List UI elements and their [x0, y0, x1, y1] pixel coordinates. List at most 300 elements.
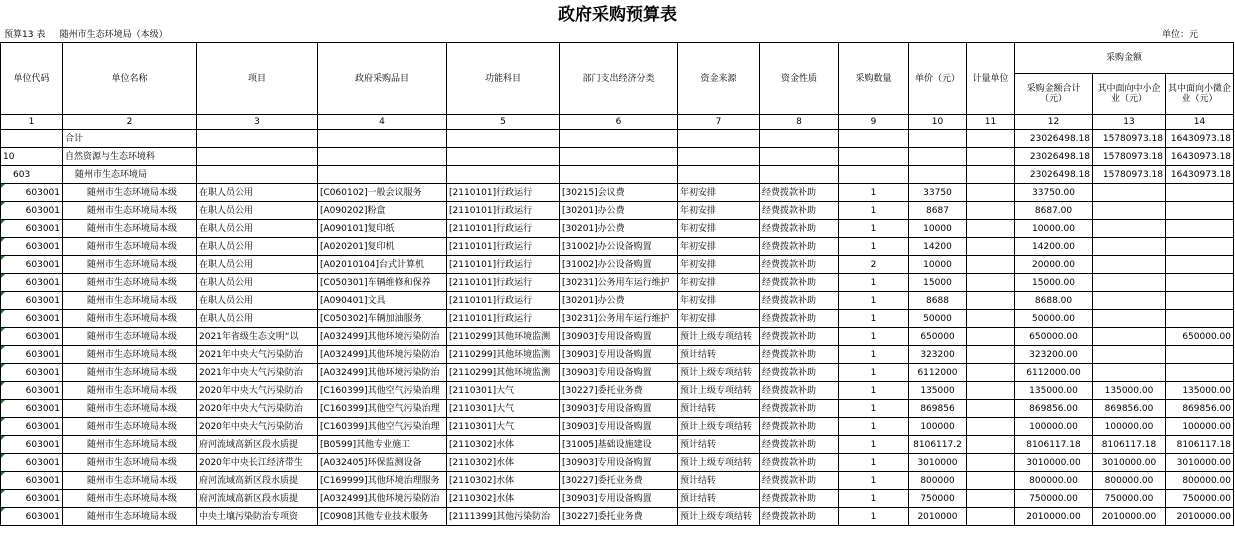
- cell-fund-source: 预计上级专项结转: [678, 328, 760, 346]
- cell-unit-code: 603001: [1, 472, 63, 490]
- cell-sme: [1093, 238, 1166, 256]
- cell-empty: [967, 148, 1015, 166]
- cell-amount-total: 750000.00: [1015, 490, 1093, 508]
- cell-price: 800000: [909, 472, 967, 490]
- cell-quantity: 1: [839, 454, 909, 472]
- column-number: 14: [1166, 115, 1234, 130]
- cell-price: 15000: [909, 274, 967, 292]
- cell-sme: [1093, 256, 1166, 274]
- cell-sme: 15780973.18: [1093, 166, 1166, 184]
- cell-price: 8106117.2: [909, 436, 967, 454]
- cell-price: 3010000: [909, 454, 967, 472]
- table-row: [1, 382, 1234, 400]
- cell-measure-unit: [967, 472, 1015, 490]
- cell-econ-class: [30903]专用设备购置: [560, 364, 678, 382]
- cell-amount-total: 15000.00: [1015, 274, 1093, 292]
- cell-econ-class: [30227]委托业务费: [560, 472, 678, 490]
- column-number: 3: [197, 115, 318, 130]
- cell-func-subject: [2110101]行政运行: [447, 310, 560, 328]
- cell-project: 在职人员公用: [197, 274, 318, 292]
- cell-measure-unit: [967, 454, 1015, 472]
- cell-gov-item: [C060102]一般会议服务: [318, 184, 447, 202]
- cell-unit-code: 603001: [1, 400, 63, 418]
- cell-empty: [909, 130, 967, 148]
- cell-unit-code: [1, 130, 63, 148]
- col-func-subject: 功能科目: [447, 43, 560, 115]
- cell-fund-nature: 经费拨款补助: [760, 418, 839, 436]
- cell-empty: [447, 166, 560, 184]
- cell-fund-source: 年初安排: [678, 256, 760, 274]
- cell-gov-item: [A032499]其他环境污染防治: [318, 490, 447, 508]
- cell-unit-name: 自然资源与生态环境科: [63, 148, 197, 166]
- cell-unit-code: 603001: [1, 490, 63, 508]
- cell-micro: 16430973.18: [1166, 166, 1234, 184]
- table-row: [1, 238, 1234, 256]
- cell-price: 869856: [909, 400, 967, 418]
- cell-unit-name: 随州市生态环境局本级: [63, 490, 197, 508]
- cell-fund-nature: 经费拨款补助: [760, 184, 839, 202]
- cell-unit-name: 随州市生态环境局本级: [63, 202, 197, 220]
- cell-measure-unit: [967, 382, 1015, 400]
- cell-project: 2021年中央大气污染防治: [197, 364, 318, 382]
- cell-gov-item: [C0908]其他专业技术服务: [318, 508, 447, 526]
- cell-quantity: 1: [839, 292, 909, 310]
- cell-fund-source: 年初安排: [678, 220, 760, 238]
- cell-quantity: 1: [839, 436, 909, 454]
- col-amount-total: 采购金额合计（元）: [1015, 74, 1093, 115]
- table-row: [1, 364, 1234, 382]
- cell-econ-class: [30231]公务用车运行维护: [560, 310, 678, 328]
- cell-fund-nature: 经费拨款补助: [760, 346, 839, 364]
- cell-fund-nature: 经费拨款补助: [760, 328, 839, 346]
- cell-gov-item: [A090401]文具: [318, 292, 447, 310]
- cell-func-subject: [2110302]水体: [447, 472, 560, 490]
- cell-measure-unit: [967, 310, 1015, 328]
- cell-unit-name: 随州市生态环境局本级: [63, 238, 197, 256]
- cell-empty: [447, 148, 560, 166]
- col-gov-item: 政府采购品目: [318, 43, 447, 115]
- cell-unit-name: 随州市生态环境局本级: [63, 382, 197, 400]
- table-row: [1, 418, 1234, 436]
- cell-measure-unit: [967, 220, 1015, 238]
- cell-fund-nature: 经费拨款补助: [760, 238, 839, 256]
- cell-empty: [318, 166, 447, 184]
- cell-amount-total: 323200.00: [1015, 346, 1093, 364]
- cell-quantity: 1: [839, 472, 909, 490]
- cell-amount-total: 20000.00: [1015, 256, 1093, 274]
- cell-empty: [197, 130, 318, 148]
- cell-empty: [760, 148, 839, 166]
- cell-econ-class: [30227]委托业务费: [560, 382, 678, 400]
- col-sme: 其中面向中小企业（元）: [1093, 74, 1166, 115]
- table-row: [1, 436, 1234, 454]
- cell-quantity: 1: [839, 364, 909, 382]
- cell-empty: [839, 130, 909, 148]
- col-quantity: 采购数量: [839, 43, 909, 115]
- cell-measure-unit: [967, 418, 1015, 436]
- cell-micro: 2010000.00: [1166, 508, 1234, 526]
- table-info: [4, 28, 168, 42]
- cell-sme: [1093, 292, 1166, 310]
- cell-unit-code: 603001: [1, 310, 63, 328]
- cell-unit-code: 603001: [1, 328, 63, 346]
- cell-amount-total: 100000.00: [1015, 418, 1093, 436]
- cell-price: 323200: [909, 346, 967, 364]
- cell-quantity: 1: [839, 238, 909, 256]
- col-unit-code: 单位代码: [1, 43, 63, 115]
- cell-gov-item: [C160399]其他空气污染治理: [318, 382, 447, 400]
- table-row: [1, 346, 1234, 364]
- cell-func-subject: [2110101]行政运行: [447, 256, 560, 274]
- cell-micro: [1166, 220, 1234, 238]
- cell-project: 中央土壤污染防治专项资: [197, 508, 318, 526]
- cell-quantity: 1: [839, 310, 909, 328]
- cell-micro: 8106117.18: [1166, 436, 1234, 454]
- cell-sme: 8106117.18: [1093, 436, 1166, 454]
- cell-sme: 100000.00: [1093, 418, 1166, 436]
- cell-unit-code: 603001: [1, 238, 63, 256]
- cell-sme: [1093, 310, 1166, 328]
- cell-fund-nature: 经费拨款补助: [760, 256, 839, 274]
- cell-fund-nature: 经费拨款补助: [760, 292, 839, 310]
- cell-gov-item: [A032499]其他环境污染防治: [318, 328, 447, 346]
- cell-fund-nature: 经费拨款补助: [760, 490, 839, 508]
- cell-unit-code: 603001: [1, 184, 63, 202]
- cell-econ-class: [30201]办公费: [560, 220, 678, 238]
- cell-unit-code: 603001: [1, 220, 63, 238]
- col-fund-nature: 资金性质: [760, 43, 839, 115]
- cell-empty: [447, 130, 560, 148]
- cell-sme: [1093, 346, 1166, 364]
- cell-unit-code: 603001: [1, 256, 63, 274]
- cell-gov-item: [C050302]车辆加油服务: [318, 310, 447, 328]
- col-micro: 其中面向小微企业（元）: [1166, 74, 1234, 115]
- cell-fund-source: 预计结转: [678, 436, 760, 454]
- cell-econ-class: [30231]公务用车运行维护: [560, 274, 678, 292]
- cell-func-subject: [2110301]大气: [447, 382, 560, 400]
- cell-project: 在职人员公用: [197, 292, 318, 310]
- cell-gov-item: [A032499]其他环境污染防治: [318, 346, 447, 364]
- cell-amount-total: 14200.00: [1015, 238, 1093, 256]
- cell-project: 在职人员公用: [197, 184, 318, 202]
- cell-unit-name: 随州市生态环境局本级: [63, 220, 197, 238]
- cell-price: 100000: [909, 418, 967, 436]
- cell-empty: [318, 148, 447, 166]
- cell-micro: [1166, 256, 1234, 274]
- cell-amount-total: 6112000.00: [1015, 364, 1093, 382]
- cell-sme: 135000.00: [1093, 382, 1166, 400]
- table-row: [1, 472, 1234, 490]
- cell-func-subject: [2110101]行政运行: [447, 274, 560, 292]
- cell-empty: [197, 166, 318, 184]
- cell-project: 2020年中央长江经济带生: [197, 454, 318, 472]
- cell-micro: 750000.00: [1166, 490, 1234, 508]
- cell-project: 在职人员公用: [197, 202, 318, 220]
- cell-measure-unit: [967, 328, 1015, 346]
- cell-amount-total: 2010000.00: [1015, 508, 1093, 526]
- table-row: [1, 490, 1234, 508]
- cell-empty: [560, 148, 678, 166]
- cell-quantity: 1: [839, 274, 909, 292]
- cell-econ-class: [30903]专用设备购置: [560, 400, 678, 418]
- cell-unit-name: 随州市生态环境局本级: [63, 310, 197, 328]
- cell-price: 14200: [909, 238, 967, 256]
- cell-unit-code: 603001: [1, 508, 63, 526]
- cell-project: 府河流域高新区段水质提: [197, 436, 318, 454]
- cell-price: 135000: [909, 382, 967, 400]
- cell-fund-nature: 经费拨款补助: [760, 220, 839, 238]
- cell-price: 750000: [909, 490, 967, 508]
- cell-econ-class: [30903]专用设备购置: [560, 418, 678, 436]
- cell-measure-unit: [967, 292, 1015, 310]
- cell-unit-name: 随州市生态环境局本级: [63, 292, 197, 310]
- cell-func-subject: [2110299]其他环境监测: [447, 364, 560, 382]
- cell-amount-total: 50000.00: [1015, 310, 1093, 328]
- cell-unit-name: 随州市生态环境局本级: [63, 328, 197, 346]
- cell-empty: [839, 166, 909, 184]
- cell-project: 在职人员公用: [197, 310, 318, 328]
- cell-micro: 100000.00: [1166, 418, 1234, 436]
- cell-quantity: 1: [839, 418, 909, 436]
- cell-price: 8687: [909, 202, 967, 220]
- cell-quantity: 1: [839, 508, 909, 526]
- cell-micro: [1166, 292, 1234, 310]
- header-row: [1, 43, 1234, 74]
- cell-quantity: 1: [839, 382, 909, 400]
- cell-amount-total: 8688.00: [1015, 292, 1093, 310]
- cell-measure-unit: [967, 364, 1015, 382]
- cell-unit-name: 随州市生态环境局本级: [63, 472, 197, 490]
- cell-fund-source: 预计结转: [678, 472, 760, 490]
- cell-gov-item: [A090101]复印纸: [318, 220, 447, 238]
- cell-price: 650000: [909, 328, 967, 346]
- cell-project: 2021年中央大气污染防治: [197, 346, 318, 364]
- col-price: 单价（元）: [909, 43, 967, 115]
- cell-gov-item: [A032499]其他环境污染防治: [318, 364, 447, 382]
- cell-func-subject: [2110302]水体: [447, 454, 560, 472]
- cell-quantity: 1: [839, 400, 909, 418]
- cell-unit-code: 603001: [1, 454, 63, 472]
- cell-project: 2020年中央大气污染防治: [197, 400, 318, 418]
- cell-fund-nature: 经费拨款补助: [760, 202, 839, 220]
- cell-sme: 750000.00: [1093, 490, 1166, 508]
- cell-project: 在职人员公用: [197, 256, 318, 274]
- cell-micro: [1166, 346, 1234, 364]
- col-project: 项目: [197, 43, 318, 115]
- cell-fund-nature: 经费拨款补助: [760, 382, 839, 400]
- cell-unit-code: 603001: [1, 202, 63, 220]
- col-measure-unit: 计量单位: [967, 43, 1015, 115]
- cell-fund-source: 年初安排: [678, 202, 760, 220]
- cell-func-subject: [2110101]行政运行: [447, 220, 560, 238]
- cell-amount-total: 23026498.18: [1015, 130, 1093, 148]
- cell-empty: [909, 166, 967, 184]
- table-row: [1, 256, 1234, 274]
- cell-micro: 800000.00: [1166, 472, 1234, 490]
- cell-empty: [909, 148, 967, 166]
- cell-unit-code: 603001: [1, 346, 63, 364]
- cell-unit-name: 随州市生态环境局本级: [63, 256, 197, 274]
- column-number: 5: [447, 115, 560, 130]
- table-row: [1, 508, 1234, 526]
- budget-table: [0, 42, 1234, 526]
- cell-econ-class: [30201]办公费: [560, 292, 678, 310]
- column-number: 13: [1093, 115, 1166, 130]
- cell-sme: 15780973.18: [1093, 148, 1166, 166]
- cell-amount-total: 869856.00: [1015, 400, 1093, 418]
- cell-amount-total: 8687.00: [1015, 202, 1093, 220]
- unit-name-label: 随州市生态环境局（本级）: [59, 30, 168, 40]
- cell-fund-source: 预计上级专项结转: [678, 454, 760, 472]
- cell-fund-source: 年初安排: [678, 238, 760, 256]
- cell-measure-unit: [967, 256, 1015, 274]
- col-amount-group: 采购金额: [1015, 43, 1234, 74]
- cell-fund-nature: 经费拨款补助: [760, 400, 839, 418]
- cell-empty: [678, 148, 760, 166]
- cell-empty: [197, 148, 318, 166]
- cell-price: 6112000: [909, 364, 967, 382]
- cell-measure-unit: [967, 346, 1015, 364]
- cell-micro: 135000.00: [1166, 382, 1234, 400]
- cell-amount-total: 33750.00: [1015, 184, 1093, 202]
- cell-fund-source: 预计上级专项结转: [678, 364, 760, 382]
- table-row: [1, 310, 1234, 328]
- cell-micro: [1166, 310, 1234, 328]
- table-row: [1, 400, 1234, 418]
- cell-unit-code: 10: [1, 148, 63, 166]
- cell-fund-source: 预计上级专项结转: [678, 382, 760, 400]
- cell-micro: [1166, 202, 1234, 220]
- cell-micro: [1166, 238, 1234, 256]
- cell-econ-class: [30903]专用设备购置: [560, 346, 678, 364]
- cell-fund-source: 预计上级专项结转: [678, 508, 760, 526]
- cell-price: 50000: [909, 310, 967, 328]
- cell-micro: [1166, 364, 1234, 382]
- cell-gov-item: [A032405]环保监测设备: [318, 454, 447, 472]
- cell-sme: [1093, 274, 1166, 292]
- cell-func-subject: [2110101]行政运行: [447, 184, 560, 202]
- cell-micro: 16430973.18: [1166, 148, 1234, 166]
- col-fund-source: 资金来源: [678, 43, 760, 115]
- cell-unit-name: 随州市生态环境局本级: [63, 454, 197, 472]
- cell-unit-name: 随州市生态环境局本级: [63, 274, 197, 292]
- cell-gov-item: [A090202]粉盒: [318, 202, 447, 220]
- cell-quantity: 1: [839, 328, 909, 346]
- cell-amount-total: 135000.00: [1015, 382, 1093, 400]
- cell-measure-unit: [967, 238, 1015, 256]
- cell-unit-name: 随州市生态环境局本级: [63, 346, 197, 364]
- cell-price: 8688: [909, 292, 967, 310]
- cell-project: 在职人员公用: [197, 220, 318, 238]
- table-row: [1, 454, 1234, 472]
- cell-econ-class: [30227]委托业务费: [560, 508, 678, 526]
- cell-empty: [967, 166, 1015, 184]
- cell-project: 2021年省级生态文明“以: [197, 328, 318, 346]
- cell-measure-unit: [967, 184, 1015, 202]
- column-number: 6: [560, 115, 678, 130]
- cell-measure-unit: [967, 400, 1015, 418]
- table-row: [1, 292, 1234, 310]
- cell-func-subject: [2110302]水体: [447, 490, 560, 508]
- col-econ-class: 部门支出经济分类: [560, 43, 678, 115]
- cell-quantity: 1: [839, 346, 909, 364]
- cell-quantity: 2: [839, 256, 909, 274]
- cell-sme: 869856.00: [1093, 400, 1166, 418]
- cell-empty: [560, 130, 678, 148]
- table-number: 预算13 表: [4, 30, 46, 40]
- column-number: 7: [678, 115, 760, 130]
- cell-func-subject: [2110101]行政运行: [447, 292, 560, 310]
- cell-fund-source: 预计上级专项结转: [678, 418, 760, 436]
- column-number: 8: [760, 115, 839, 130]
- cell-measure-unit: [967, 436, 1015, 454]
- cell-amount-total: 8106117.18: [1015, 436, 1093, 454]
- cell-empty: [760, 130, 839, 148]
- cell-econ-class: [31002]办公设备购置: [560, 256, 678, 274]
- column-number-row: [1, 115, 1234, 130]
- cell-sme: [1093, 220, 1166, 238]
- cell-micro: 3010000.00: [1166, 454, 1234, 472]
- cell-func-subject: [2110101]行政运行: [447, 202, 560, 220]
- table-row: [1, 328, 1234, 346]
- cell-amount-total: 10000.00: [1015, 220, 1093, 238]
- cell-func-subject: [2110301]大气: [447, 400, 560, 418]
- cell-measure-unit: [967, 508, 1015, 526]
- cell-price: 10000: [909, 220, 967, 238]
- cell-fund-nature: 经费拨款补助: [760, 508, 839, 526]
- cell-amount-total: 3010000.00: [1015, 454, 1093, 472]
- cell-fund-source: 预计结转: [678, 346, 760, 364]
- cell-project: 府河流域高新区段水质提: [197, 490, 318, 508]
- currency-unit: 单位：元: [1162, 30, 1199, 40]
- cell-empty: [678, 130, 760, 148]
- cell-fund-nature: 经费拨款补助: [760, 472, 839, 490]
- cell-unit-name: 随州市生态环境局本级: [63, 436, 197, 454]
- column-number: 9: [839, 115, 909, 130]
- cell-unit-name: 合计: [63, 130, 197, 148]
- cell-fund-nature: 经费拨款补助: [760, 436, 839, 454]
- cell-amount-total: 800000.00: [1015, 472, 1093, 490]
- col-unit-name: 单位名称: [63, 43, 197, 115]
- column-number: 10: [909, 115, 967, 130]
- cell-amount-total: 650000.00: [1015, 328, 1093, 346]
- column-number: 11: [967, 115, 1015, 130]
- cell-func-subject: [2110301]大气: [447, 418, 560, 436]
- cell-fund-source: 年初安排: [678, 274, 760, 292]
- cell-func-subject: [2110101]行政运行: [447, 238, 560, 256]
- cell-fund-nature: 经费拨款补助: [760, 364, 839, 382]
- table-row: [1, 202, 1234, 220]
- cell-fund-source: 年初安排: [678, 292, 760, 310]
- cell-unit-code: 603001: [1, 364, 63, 382]
- cell-gov-item: [A020201]复印机: [318, 238, 447, 256]
- table-row: [1, 184, 1234, 202]
- cell-func-subject: [2111399]其他污染防治: [447, 508, 560, 526]
- cell-empty: [760, 166, 839, 184]
- cell-empty: [560, 166, 678, 184]
- cell-quantity: 1: [839, 184, 909, 202]
- cell-sme: [1093, 328, 1166, 346]
- cell-econ-class: [30903]专用设备购置: [560, 328, 678, 346]
- cell-unit-name: 随州市生态环境局本级: [63, 508, 197, 526]
- cell-amount-total: 23026498.18: [1015, 148, 1093, 166]
- page-title: 政府采购预算表: [558, 5, 677, 25]
- cell-econ-class: [31002]办公设备购置: [560, 238, 678, 256]
- cell-gov-item: [C160399]其他空气污染治理: [318, 400, 447, 418]
- sub-header: [0, 28, 1235, 42]
- cell-func-subject: [2110299]其他环境监测: [447, 328, 560, 346]
- cell-project: 府河流域高新区段水质提: [197, 472, 318, 490]
